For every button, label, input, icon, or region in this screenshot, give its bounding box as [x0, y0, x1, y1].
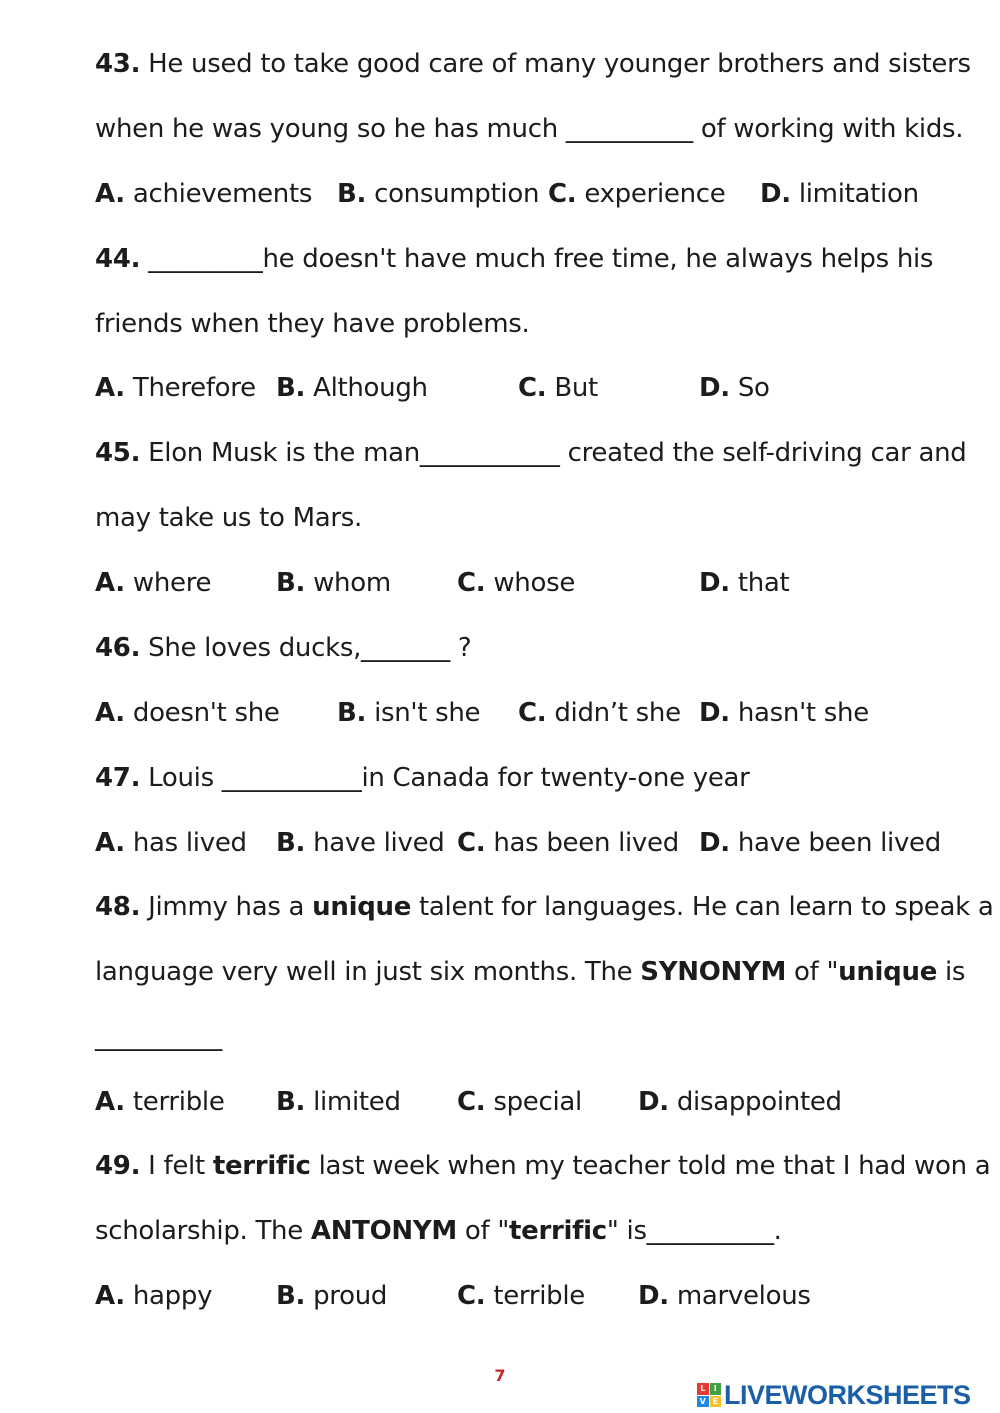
q48-text-line1: 48. Jimmy has a unique talent for languages. He can learn to speak a	[95, 892, 994, 922]
q48-number: 48.	[95, 892, 141, 922]
q49-option-a[interactable]: A. happy	[95, 1281, 213, 1311]
q46-option-b[interactable]: B. isn't she	[337, 698, 481, 728]
q44-number: 44.	[95, 244, 141, 274]
q49-option-c[interactable]: C. terrible	[457, 1281, 585, 1311]
q44-option-c[interactable]: C. But	[518, 373, 598, 403]
q45-option-a[interactable]: A. where	[95, 568, 212, 598]
q47-option-b[interactable]: B. have lived	[276, 828, 445, 858]
q44-option-a[interactable]: A. Therefore	[95, 373, 256, 403]
liveworksheets-logo-text: LIVEWORKSHEETS	[724, 1379, 971, 1410]
q49-text-line2: scholarship. The ANTONYM of "terrific" is__________.	[95, 1216, 782, 1246]
q44-option-d[interactable]: D. So	[699, 373, 770, 403]
q43-text-line1: 43. He used to take good care of many younger brothers and sisters	[95, 49, 971, 79]
q44-text-line2: friends when they have problems.	[95, 309, 530, 339]
q43-number: 43.	[95, 49, 141, 79]
q43-option-d[interactable]: D. limitation	[760, 179, 919, 209]
q46-option-a[interactable]: A. doesn't she	[95, 698, 280, 728]
q45-option-b[interactable]: B. whom	[276, 568, 391, 598]
q49-number: 49.	[95, 1151, 141, 1181]
q47-option-c[interactable]: C. has been lived	[457, 828, 679, 858]
q45-option-d[interactable]: D. that	[699, 568, 790, 598]
q46-option-c[interactable]: C. didn’t she	[518, 698, 681, 728]
q47-text-line1: 47. Louis ___________in Canada for twenty-one year	[95, 763, 750, 793]
q43-option-c[interactable]: C. experience	[548, 179, 726, 209]
q47-option-d[interactable]: D. have been lived	[699, 828, 941, 858]
q46-number: 46.	[95, 633, 141, 663]
q49-text-line1: 49. I felt terrific last week when my teacher told me that I had won a	[95, 1151, 991, 1181]
q49-option-d[interactable]: D. marvelous	[638, 1281, 811, 1311]
q48-option-c[interactable]: C. special	[457, 1087, 582, 1117]
q48-text-line3: __________	[95, 1022, 223, 1052]
q45-text-line2: may take us to Mars.	[95, 503, 362, 533]
q43-text-line2: when he was young so he has much __________ of working with kids.	[95, 114, 964, 144]
q48-option-b[interactable]: B. limited	[276, 1087, 401, 1117]
liveworksheets-logo[interactable]	[697, 1380, 971, 1410]
page-number: 7	[494, 1366, 506, 1385]
q43-option-b[interactable]: B. consumption	[337, 179, 540, 209]
q45-text-line1: 45. Elon Musk is the man___________ created the self-driving car and	[95, 438, 967, 468]
q43-option-a[interactable]: A. achievements	[95, 179, 313, 209]
q48-option-a[interactable]: A. terrible	[95, 1087, 225, 1117]
q45-number: 45.	[95, 438, 141, 468]
liveworksheets-logo-icon: L I V E	[697, 1383, 721, 1407]
q47-number: 47.	[95, 763, 141, 793]
q46-option-d[interactable]: D. hasn't she	[699, 698, 869, 728]
q45-option-c[interactable]: C. whose	[457, 568, 576, 598]
q48-text-line2: language very well in just six months. The SYNONYM of "unique is	[95, 957, 966, 987]
q46-text-line1: 46. She loves ducks,_______ ?	[95, 633, 472, 663]
q44-text-line1: 44. _________he doesn't have much free time, he always helps his	[95, 244, 934, 274]
q47-option-a[interactable]: A. has lived	[95, 828, 247, 858]
q49-option-b[interactable]: B. proud	[276, 1281, 388, 1311]
q44-option-b[interactable]: B. Although	[276, 373, 428, 403]
q48-option-d[interactable]: D. disappointed	[638, 1087, 842, 1117]
